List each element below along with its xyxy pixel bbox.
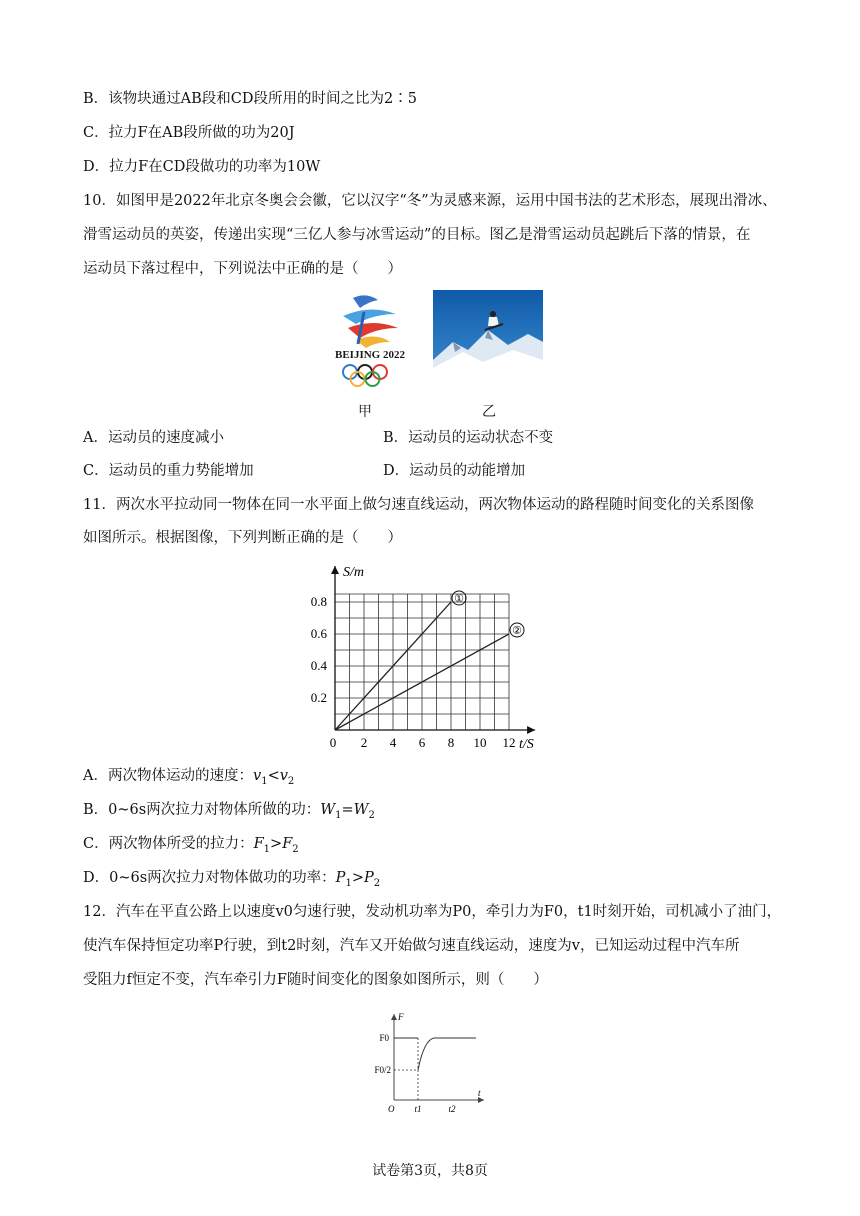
chart2-y-arrow — [391, 1014, 397, 1020]
skier-photo — [433, 290, 543, 385]
chart1-x-tick-label: 4 — [389, 735, 397, 750]
chart1-x-tick-label: 10 — [473, 735, 487, 750]
chart1-grid — [335, 594, 509, 730]
q10-option-c: C．运动员的重力势能增加 — [83, 463, 254, 479]
q11-stem-line1: 11．两次水平拉动同一物体在同一水平面上做匀速直线运动，两次物体运动的路程随时间变化的关系图像 — [83, 497, 754, 513]
q12-stem-line2: 使汽车保持恒定功率P行驶，到t2时刻，汽车又开始做匀速直线运动，速度为v，已知运动过程中汽车所 — [83, 938, 740, 954]
chart1-y-tick-label: 0.8 — [310, 594, 327, 609]
chart1-y-tick-label: 0.6 — [310, 626, 327, 641]
q10-stem-line2: 滑雪运动员的英姿，传递出实现“三亿人参与冰雪运动”的目标。图乙是滑雪运动员起跳后下落的情景，在 — [83, 227, 751, 243]
chart2-y-label: F — [398, 1012, 404, 1022]
q11-option-c: C．两次物体所受的拉力：$F_1>F_2$ — [83, 836, 299, 855]
q10-stem-line1: 10．如图甲是2022年北京冬奥会会徽，它以汉字“冬”为灵感来源，运用中国书法的艺术形态，展现出滑冰、 — [83, 193, 777, 209]
chart2-x-label: t — [478, 1088, 481, 1098]
chart1-x-axis-label: t/S — [519, 737, 534, 752]
q11-option-b: B．0~6s两次拉力对物体所做的功：$W_1=W_2$ — [83, 802, 375, 821]
caption-jia: 甲 — [358, 404, 372, 420]
chart2-y-tick-f0: F0 — [379, 1033, 389, 1043]
chart1-x-tick-label: 12 — [502, 735, 516, 750]
chart2-x-tick-t2: t2 — [448, 1104, 456, 1114]
q10-option-d: D．运动员的动能增加 — [383, 463, 526, 479]
q10-option-a: A．运动员的速度减小 — [83, 430, 224, 446]
chart1-x-arrow — [527, 726, 535, 734]
chart1-x-tick-label: 6 — [418, 735, 426, 750]
chart1-x-tick-label: 2 — [360, 735, 368, 750]
q12-stem-line3: 受阻力f恒定不变，汽车牵引力F随时间变化的图象如图所示，则（ ） — [83, 972, 548, 988]
chart1-x-tick-label: 0 — [329, 735, 337, 750]
q10-option-b: B．运动员的运动状态不变 — [383, 430, 554, 446]
q11-option-a: A．两次物体运动的速度：$v_1<v_2$ — [83, 768, 295, 787]
q9-option-d: D．拉力F在CD段做功的功率为10W — [83, 159, 321, 175]
chart1-y-arrow — [331, 566, 339, 574]
chart1-y-tick-label: 0.4 — [310, 658, 327, 673]
q9-option-c: C．拉力F在AB段所做的功为20J — [83, 125, 295, 141]
q10-stem-line3: 运动员下落过程中，下列说法中正确的是（ ） — [83, 261, 402, 277]
chart2-content — [374, 1012, 484, 1114]
force-time-chart — [360, 1008, 500, 1120]
chart1-x-tick-label: 8 — [447, 735, 455, 750]
chart1-series — [335, 591, 524, 730]
caption-yi: 乙 — [482, 404, 496, 420]
distance-time-chart — [295, 560, 565, 760]
chart2-x-tick-t1: t1 — [414, 1104, 422, 1114]
emblem-text: BEIJING 2022 — [335, 349, 405, 361]
beijing-2022-emblem — [318, 288, 423, 388]
chart2-y-tick-half: F0/2 — [374, 1065, 391, 1075]
chart1-y-tick-label: 0.2 — [310, 690, 327, 705]
chart1-y-axis-label: S/m — [343, 565, 364, 580]
q12-stem-line1: 12．汽车在平直公路上以速度v0匀速行驶，发动机功率为P0，牵引力为F0，t1时刻开始，司机减小了油门， — [83, 904, 782, 920]
q11-stem-line2: 如图所示。根据图像，下列判断正确的是（ ） — [83, 530, 402, 546]
chart1-series-label-2: ② — [512, 625, 522, 637]
chart2-origin-label: O — [388, 1104, 395, 1114]
q11-option-d: D．0~6s两次拉力对物体做功的功率：$P_1>P_2$ — [83, 870, 381, 889]
q9-option-b: B．该物块通过AB段和CD段所用的时间之比为2∶5 — [83, 91, 417, 107]
page-footer: 试卷第3页，共8页 — [372, 1163, 488, 1179]
chart1-series-label-1: ① — [454, 593, 464, 605]
chart2-recovery-curve — [418, 1038, 476, 1070]
